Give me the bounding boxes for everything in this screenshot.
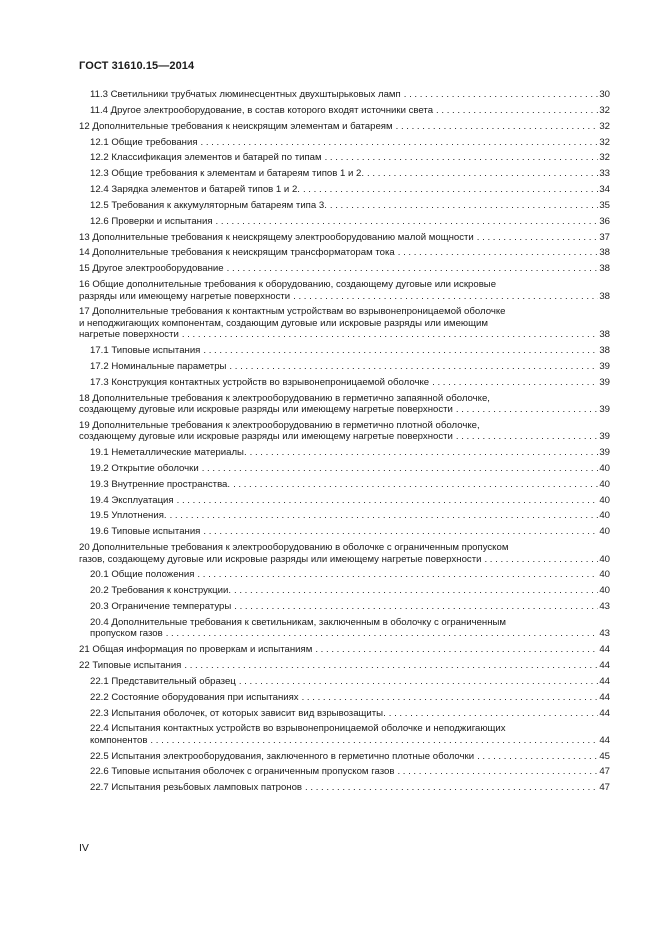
toc-entry[interactable] <box>79 263 610 274</box>
dot-leader <box>389 708 599 719</box>
toc-entry-page: 43 <box>599 601 610 613</box>
toc-entry-title: 11.4 Другое электрооборудование, в состав которого входят источники света <box>90 104 434 116</box>
dot-leader <box>150 735 598 746</box>
toc-entry[interactable] <box>79 247 610 258</box>
toc-entry-title: 12.1 Общие требования <box>90 136 198 148</box>
toc-entry[interactable] <box>79 585 610 596</box>
toc-entry-page: 44 <box>599 660 610 671</box>
toc-entry[interactable] <box>79 420 610 443</box>
toc-entry-title: 12.3 Общие требования к элементам и батареям типов 1 и 2. <box>90 168 365 180</box>
toc-entry-title-line: 20 Дополнительные требования к электрооборудованию в оболочке с ограниченным пропуском <box>79 542 509 554</box>
toc-entry[interactable] <box>79 152 610 163</box>
toc-entry-title: 20.2 Требования к конструкции. <box>90 585 231 597</box>
toc-entry-page: 38 <box>599 247 610 259</box>
toc-entry-title: 19.1 Неметаллические материалы. <box>90 447 247 459</box>
toc-entry-title: 15 Другое электрооборудование <box>79 263 224 275</box>
toc-entry-title: 12.6 Проверки и испытания <box>90 215 213 227</box>
toc-entry-title: 17.3 Конструкция контактных устройств во взрывонепроницаемой оболочке <box>90 376 430 388</box>
toc-entry[interactable] <box>79 601 610 612</box>
toc-entry-page: 40 <box>599 478 610 490</box>
table-of-contents <box>79 89 610 798</box>
toc-entry-title-line: 20.4 Дополнительные требования к светильникам, заключенным в оболочку с ограниченным <box>90 616 506 628</box>
toc-entry-title: 21 Общая информация по проверкам и испытаниям <box>79 644 313 656</box>
toc-entry[interactable] <box>79 751 610 762</box>
dot-leader <box>197 569 598 580</box>
toc-entry-title: 12 Дополнительные требования к неискрящим элементам и батареям <box>79 120 393 132</box>
toc-entry-title: 22.3 Испытания оболочек, от которых зависит вид взрывозащиты. <box>90 707 386 719</box>
dot-leader <box>170 510 599 521</box>
toc-entry-title: 11.3 Светильники трубчатых люминесцентных двухштырьковых ламп <box>90 89 401 100</box>
toc-entry[interactable] <box>79 660 610 671</box>
toc-entry-page: 35 <box>599 199 610 211</box>
toc-entry-page: 40 <box>599 569 610 581</box>
dot-leader <box>396 121 599 132</box>
toc-entry[interactable] <box>79 569 610 580</box>
dot-leader <box>216 216 599 227</box>
toc-entry-title: 12.4 Зарядка элементов и батарей типов 1 и 2. <box>90 184 300 196</box>
dot-leader <box>233 479 598 490</box>
toc-entry-page: 37 <box>599 231 610 243</box>
toc-entry-title: 14 Дополнительные требования к неискрящим трансформаторам тока <box>79 247 395 259</box>
toc-entry[interactable] <box>79 200 610 211</box>
toc-entry-title: 22.1 Представительный образец <box>90 675 236 687</box>
toc-entry-title: 19.3 Внутренние пространства. <box>90 478 231 490</box>
toc-entry-title: 19.5 Уплотнения. <box>90 510 167 522</box>
dot-leader <box>456 431 598 442</box>
dot-leader <box>330 200 598 211</box>
toc-entry[interactable] <box>79 510 610 521</box>
dot-leader <box>182 329 598 340</box>
toc-entry-title-line: 18 Дополнительные требования к электрооборудованию в герметично запаянной оболочке, <box>79 392 490 404</box>
toc-entry-page: 38 <box>599 290 610 302</box>
toc-entry[interactable] <box>79 306 610 340</box>
toc-entry-title: 20.1 Общие положения <box>90 569 195 581</box>
toc-entry[interactable] <box>79 345 610 356</box>
dot-leader <box>202 463 599 474</box>
toc-entry[interactable] <box>79 279 610 302</box>
toc-entry-title: 20.3 Ограничение температуры <box>90 601 232 613</box>
dot-leader <box>436 105 598 116</box>
dot-leader <box>203 345 598 356</box>
toc-entry-page: 40 <box>599 462 610 474</box>
toc-entry[interactable] <box>79 393 610 416</box>
toc-entry-page: 39 <box>599 376 610 388</box>
toc-entry-title: газов, создающему дуговые или искровые разряды или имеющему нагретые поверхности <box>79 553 482 565</box>
toc-entry[interactable] <box>79 766 610 777</box>
dot-leader <box>201 137 599 148</box>
toc-entry[interactable] <box>79 184 610 195</box>
toc-entry-title: 22 Типовые испытания <box>79 660 182 671</box>
toc-entry-page: 32 <box>599 104 610 116</box>
toc-entry-page: 44 <box>599 675 610 687</box>
toc-entry-title: компонентов <box>90 734 148 746</box>
toc-entry-title: нагретые поверхности <box>79 329 179 341</box>
toc-entry[interactable] <box>79 617 610 640</box>
toc-entry[interactable] <box>79 526 610 537</box>
dot-leader <box>477 751 598 762</box>
toc-entry[interactable] <box>79 708 610 719</box>
dot-leader <box>229 361 598 372</box>
toc-entry-title-line: 16 Общие дополнительные требования к оборудованию, создающему дуговые или искровые <box>79 279 497 291</box>
toc-entry-page: 32 <box>599 120 610 132</box>
toc-entry[interactable] <box>79 232 610 243</box>
toc-entry-title: 12.2 Классификация элементов и батарей по типам <box>90 152 322 164</box>
toc-entry-page: 32 <box>599 152 610 164</box>
toc-entry-title: 13 Дополнительные требования к неискрящему электрооборудованию малой мощности <box>79 231 474 243</box>
toc-entry[interactable] <box>79 495 610 506</box>
document-header: ГОСТ 31610.15—2014 <box>79 60 195 72</box>
toc-entry-title: 22.7 Испытания резьбовых ламповых патронов <box>90 782 303 794</box>
toc-entry[interactable] <box>79 377 610 388</box>
toc-entry-page: 38 <box>599 345 610 357</box>
toc-entry-title-line: 17 Дополнительные требования к контактным устройствам во взрывонепроницаемой оболочке <box>79 306 506 318</box>
toc-entry[interactable] <box>79 168 610 179</box>
dot-leader <box>325 152 599 163</box>
toc-entry-page: 40 <box>599 526 610 538</box>
toc-entry-title: 22.2 Состояние оборудования при испытаниях <box>90 691 299 703</box>
toc-entry-page: 43 <box>599 628 610 640</box>
dot-leader <box>302 692 599 703</box>
toc-entry-page: 40 <box>599 510 610 522</box>
dot-leader <box>239 676 599 687</box>
toc-entry-title: создающему дуговые или искровые разряды или имеющему нагретые поверхности <box>79 403 453 415</box>
toc-entry-title: разряды или имеющему нагретые поверхности <box>79 290 291 302</box>
toc-entry[interactable] <box>79 676 610 687</box>
toc-entry[interactable] <box>79 479 610 490</box>
toc-entry-page: 32 <box>599 136 610 148</box>
dot-leader <box>477 232 599 243</box>
dot-leader <box>250 447 599 458</box>
toc-entry-title-line: и неподжигающих компонентам, создающим дуговые или искровые разряды или имеющим <box>79 317 488 329</box>
dot-leader <box>303 184 598 195</box>
toc-entry[interactable] <box>79 463 610 474</box>
toc-entry-page: 33 <box>599 168 610 180</box>
toc-entry-page: 34 <box>599 184 610 196</box>
toc-entry-page: 44 <box>599 691 610 703</box>
toc-entry-page: 40 <box>599 494 610 506</box>
dot-leader <box>404 89 599 100</box>
toc-entry[interactable] <box>79 137 610 148</box>
toc-entry-title: 12.5 Требования к аккумуляторным батареям типа 3. <box>90 199 327 211</box>
toc-entry-title: создающему дуговые или искровые разряды или имеющему нагретые поверхности <box>79 431 453 443</box>
toc-entry-page: 40 <box>599 553 610 565</box>
toc-entry[interactable] <box>79 216 610 227</box>
toc-entry-title: 19.2 Открытие оболочки <box>90 462 199 474</box>
toc-entry-page: 30 <box>599 89 610 100</box>
toc-entry-page: 44 <box>599 644 610 656</box>
toc-entry-title-line: 19 Дополнительные требования к электрооборудованию в герметично плотной оболочке, <box>79 419 480 431</box>
toc-entry-title: 19.4 Эксплуатация <box>90 494 174 506</box>
dot-leader <box>367 168 598 179</box>
toc-entry[interactable] <box>79 723 610 746</box>
toc-entry[interactable] <box>79 782 610 793</box>
dot-leader <box>432 377 598 388</box>
toc-entry[interactable] <box>79 121 610 132</box>
toc-entry-title: пропуском газов <box>90 628 163 640</box>
toc-entry-title: 19.6 Типовые испытания <box>90 526 201 538</box>
toc-entry-title-line: 22.4 Испытания контактных устройств во взрывонепроницаемой оболочке и неподжигающих <box>90 723 506 735</box>
toc-entry-page: 38 <box>599 329 610 341</box>
toc-entry[interactable] <box>79 89 610 100</box>
toc-entry-page: 39 <box>599 360 610 372</box>
toc-entry-page: 40 <box>599 585 610 597</box>
toc-entry-page: 39 <box>599 403 610 415</box>
toc-entry[interactable] <box>79 542 610 565</box>
toc-entry-page: 39 <box>599 447 610 459</box>
toc-entry-page: 38 <box>599 263 610 275</box>
dot-leader <box>484 554 598 565</box>
toc-entry-page: 39 <box>599 431 610 443</box>
dot-leader <box>227 263 599 274</box>
toc-entry[interactable] <box>79 105 610 116</box>
dot-leader <box>397 766 598 777</box>
dot-leader <box>234 601 598 612</box>
toc-entry-title: 22.6 Типовые испытания оболочек с ограниченным пропуском газов <box>90 766 395 778</box>
toc-entry[interactable] <box>79 361 610 372</box>
toc-entry-page: 45 <box>599 750 610 762</box>
toc-entry[interactable] <box>79 447 610 458</box>
dot-leader <box>456 404 598 415</box>
toc-entry[interactable] <box>79 692 610 703</box>
dot-leader <box>305 782 598 793</box>
dot-leader <box>184 660 598 671</box>
toc-entry-page: 44 <box>599 707 610 719</box>
toc-entry-title: 17.1 Типовые испытания <box>90 345 201 357</box>
dot-leader <box>293 291 598 302</box>
toc-entry-page: 44 <box>599 734 610 746</box>
dot-leader <box>315 644 598 655</box>
dot-leader <box>177 495 599 506</box>
dot-leader <box>166 628 599 639</box>
toc-entry-page: 47 <box>599 782 610 794</box>
dot-leader <box>203 526 598 537</box>
toc-entry[interactable] <box>79 644 610 655</box>
dot-leader <box>398 247 599 258</box>
toc-entry-title: 22.5 Испытания электрооборудования, заключенного в герметично плотные оболочки <box>90 750 475 762</box>
dot-leader <box>234 585 598 596</box>
toc-entry-page: 36 <box>599 215 610 227</box>
page-number: IV <box>79 842 89 854</box>
toc-entry-page: 47 <box>599 766 610 778</box>
toc-entry-title: 17.2 Номинальные параметры <box>90 360 227 372</box>
